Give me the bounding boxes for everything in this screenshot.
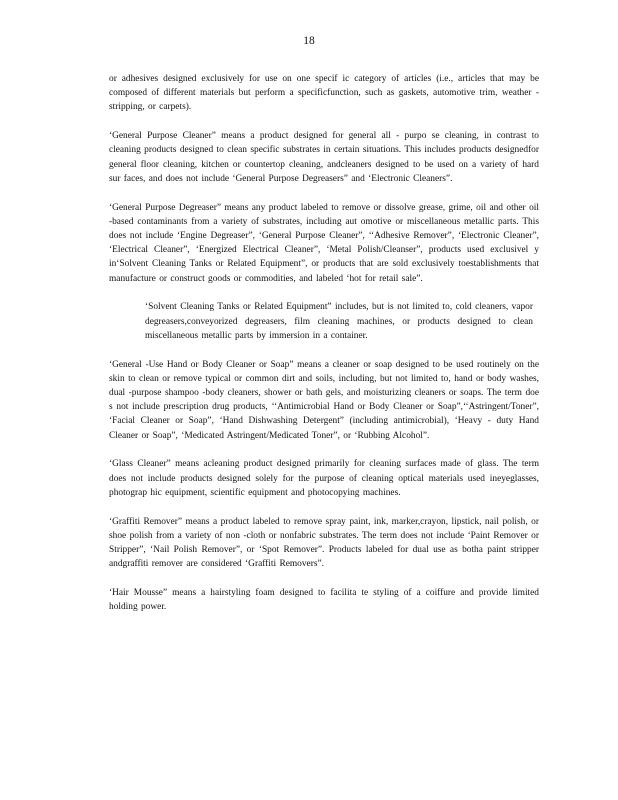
paragraph-adhesives-continuation: or adhesives designed exclusively for use on one specif ic category of articles (i.e., articles that may be composed of different materials but perform a specificfunction, such as gaskets, automotive trim, weather -stripping, or carpets). — [109, 74, 539, 113]
paragraph-hair-mousse: ‘Hair Mousse” means a hairstyling foam designed to facilita te styling of a coiffure and provide limited holding power. — [109, 588, 539, 613]
paragraph-general-purpose-degreaser: ‘General Purpose Degreaser” means any product labeled to remove or dissolve grease, grime, oil and other oil -based contaminants from a variety of substrates, including aut omotive or miscellaneous metallic parts. This does not include ‘Engine Degreaser”, ‘General Purpose Cleaner”, ‘‘Adhesive Remover”, ‘Electronic Cleaner”, ‘Electrical Cleaner”, ‘Energized Electrical Cleaner”, ‘Metal Polish/Cleanser”, products used exclusivel y in‘Solvent Cleaning Tanks or Related Equipment”, or products that are sold exclusively toestablishments that manufacture or construct goods or commodities, and labeled ‘hot for retail sale”. — [109, 202, 539, 284]
paragraph-solvent-cleaning-tanks: ‘Solvent Cleaning Tanks or Related Equipment” includes, but is not limited to, cold cleaners, vapor degreasers,conveyorized degreasers, film cleaning machines, or products designed to clean miscellaneous metallic parts by immersion in a container. — [145, 302, 533, 341]
page-number: 18 — [303, 35, 315, 47]
paragraph-graffiti-remover: ‘Graffiti Remover” means a product labeled to remove spray paint, ink, marker,crayon, lipstick, nail polish, or shoe polish from a variety of non -cloth or nonfabric substrates. The term does not include ‘Paint Remover or Stripper”, ‘Nail Polish Remover”, or ‘Spot Remover”. Products labeled for dual use as botha paint stripper andgraffiti remover are considered ‘Graffiti Removers”. — [109, 516, 539, 570]
paragraph-general-use-hand-body-cleaner: ‘General -Use Hand or Body Cleaner or Soap” means a cleaner or soap designed to be used routinely on the skin to clean or remove typical or common dirt and soils, including, but not limited to, hand or body washes, dual -purpose shampoo -body cleaners, shower or bath gels, and moisturizing cleaners or soaps. The term doe s not include prescription drug products, ‘‘Antimicrobial Hand or Body Cleaner or Soap”,‘‘Astringent/Toner”, ‘Facial Cleaner or Soap”, ‘Hand Dishwashing Detergent” (including antimicrobial), ‘Heavy - duty Hand Cleaner or Soap”, ‘Medicated Astringent/Medicated Toner”, or ‘Rubbing Alcohol”. — [109, 359, 539, 441]
paragraph-general-purpose-cleaner: ‘General Purpose Cleaner” means a product designed for general all - purpo se cleaning, in contrast to cleaning products designed to clean specific substrates in certain situations. This includes products designedfor general floor cleaning, kitchen or countertop cleaning, andcleaners designed to be used on a variety of hard sur faces, and does not include ‘General Purpose Degreasers” and ‘Electronic Cleaners”. — [109, 131, 539, 184]
paragraph-glass-cleaner: ‘Glass Cleaner” means acleaning product designed primarily for cleaning surfaces made of glass. The term does not include products designed solely for the purpose of cleaning optical materials used ineyeglasses, photograp hic equipment, scientific equipment and photocopying machines. — [109, 459, 539, 498]
body-text — [109, 72, 539, 629]
